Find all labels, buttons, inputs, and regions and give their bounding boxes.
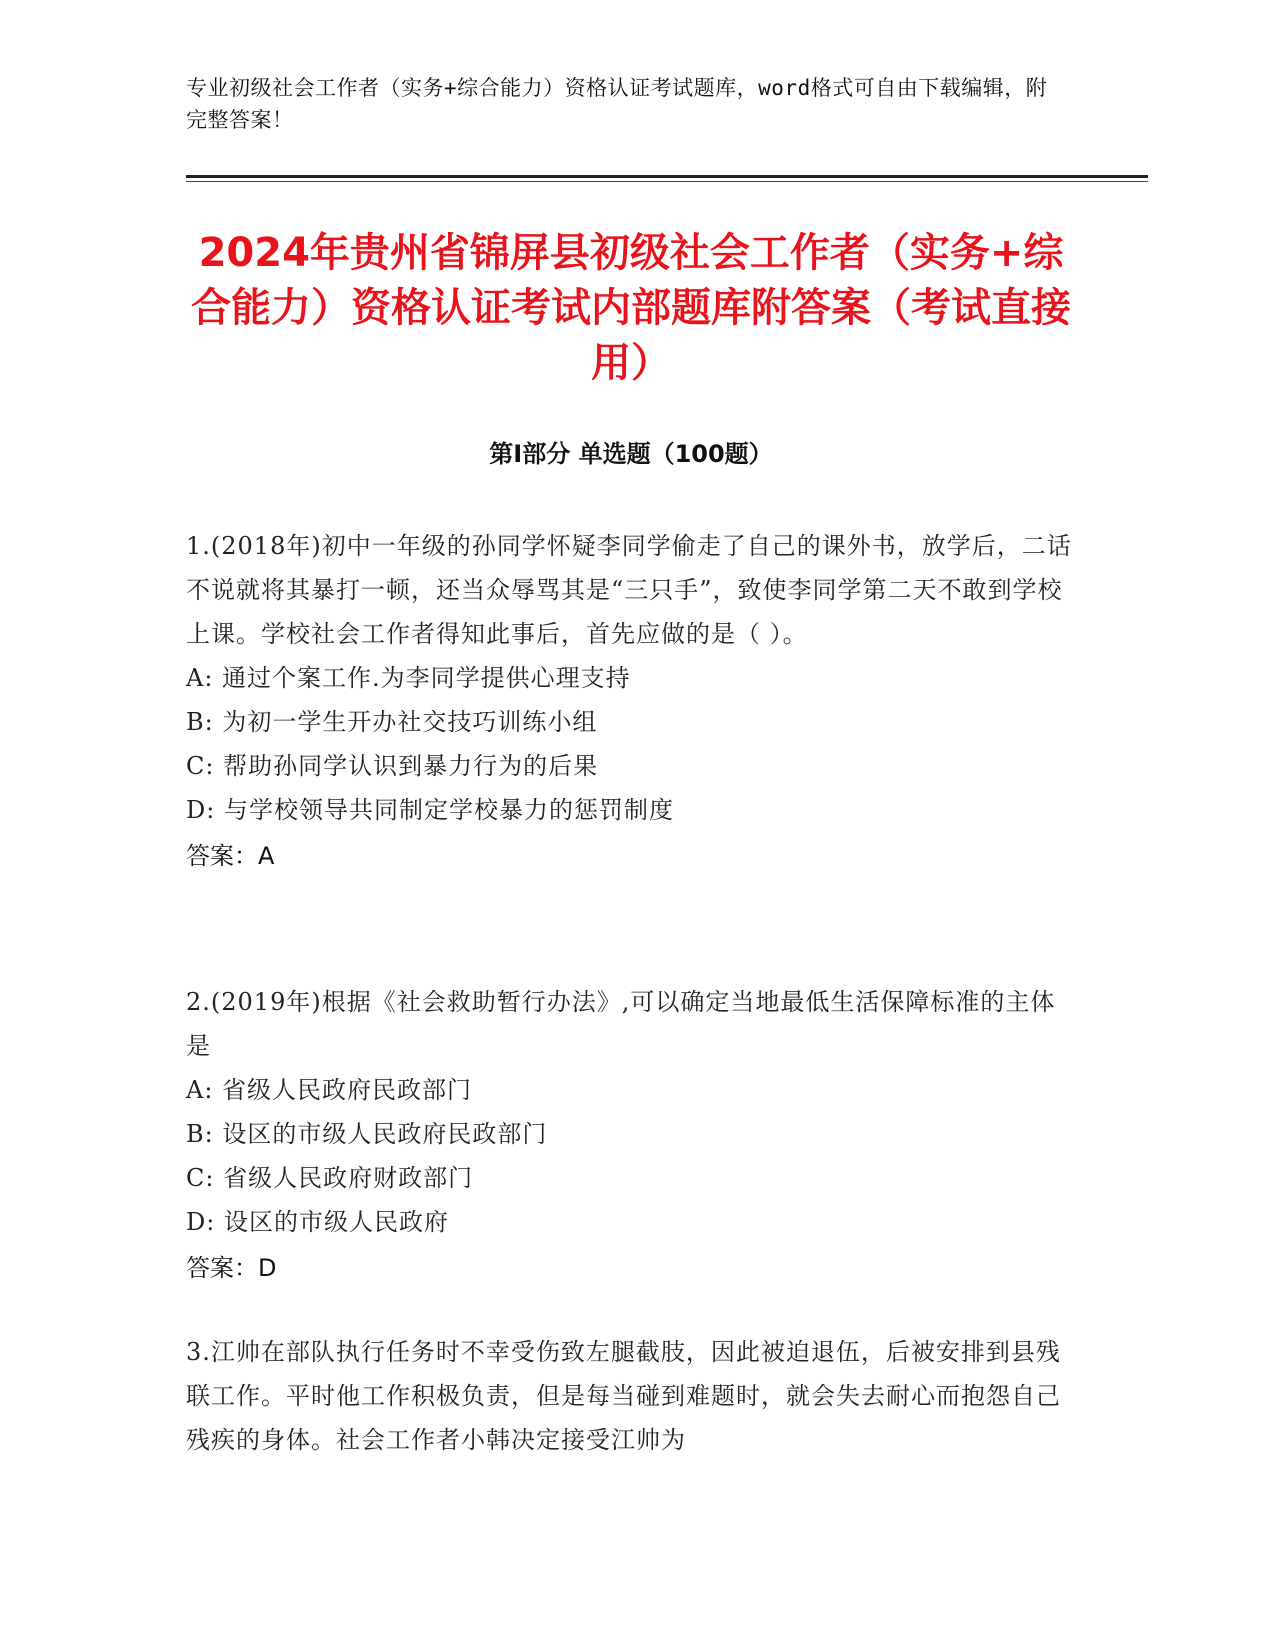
question-answer: 答案：A <box>186 842 275 870</box>
header-note: 专业初级社会工作者（实务+综合能力）资格认证考试题库，word格式可自由下载编辑，附完整答案！ <box>186 76 1048 132</box>
option-a: A: 省级人民政府民政部门 <box>186 1076 473 1104</box>
question-1 <box>186 524 1076 880</box>
option-b: B: 设区的市级人民政府民政部门 <box>186 1120 548 1148</box>
option-d: D: 与学校领导共同制定学校暴力的惩罚制度 <box>186 796 674 824</box>
question-answer: 答案：D <box>186 1254 277 1282</box>
question-stem: 1.(2018年)初中一年级的孙同学怀疑李同学偷走了自己的课外书，放学后，二话不说就将其暴打一顿，还当众辱骂其是“三只手”，致使李同学第二天不敢到学校上课。学校社会工作者得知此事后，首先应做的是（ ）。 <box>186 532 1072 648</box>
header-divider-thin <box>186 181 1148 182</box>
question-stem: 3.江帅在部队执行任务时不幸受伤致左腿截肢，因此被迫退伍，后被安排到县残联工作。平时他工作积极负责，但是每当碰到难题时，就会失去耐心而抱怨自己残疾的身体。社会工作者小韩决定接受江帅为 <box>186 1338 1061 1454</box>
question-options <box>186 1068 1076 1244</box>
option-d: D: 设区的市级人民政府 <box>186 1208 449 1236</box>
document-title: 2024年贵州省锦屏县初级社会工作者（实务+综合能力）资格认证考试内部题库附答案（考试直接用） <box>191 230 1071 386</box>
question-options <box>186 656 1076 832</box>
option-a: A: 通过个案工作.为李同学提供心理支持 <box>186 664 631 692</box>
option-c: C: 帮助孙同学认识到暴力行为的后果 <box>186 752 599 780</box>
option-b: B: 为初一学生开办社交技巧训练小组 <box>186 708 598 736</box>
header-divider-thick <box>186 175 1148 178</box>
option-c: C: 省级人民政府财政部门 <box>186 1164 474 1192</box>
question-3 <box>186 1330 1076 1462</box>
question-stem: 2.(2019年)根据《社会救助暂行办法》,可以确定当地最低生活保障标准的主体是 <box>186 988 1056 1060</box>
question-2 <box>186 980 1076 1292</box>
section-title: 第I部分 单选题（100题） <box>489 440 773 468</box>
